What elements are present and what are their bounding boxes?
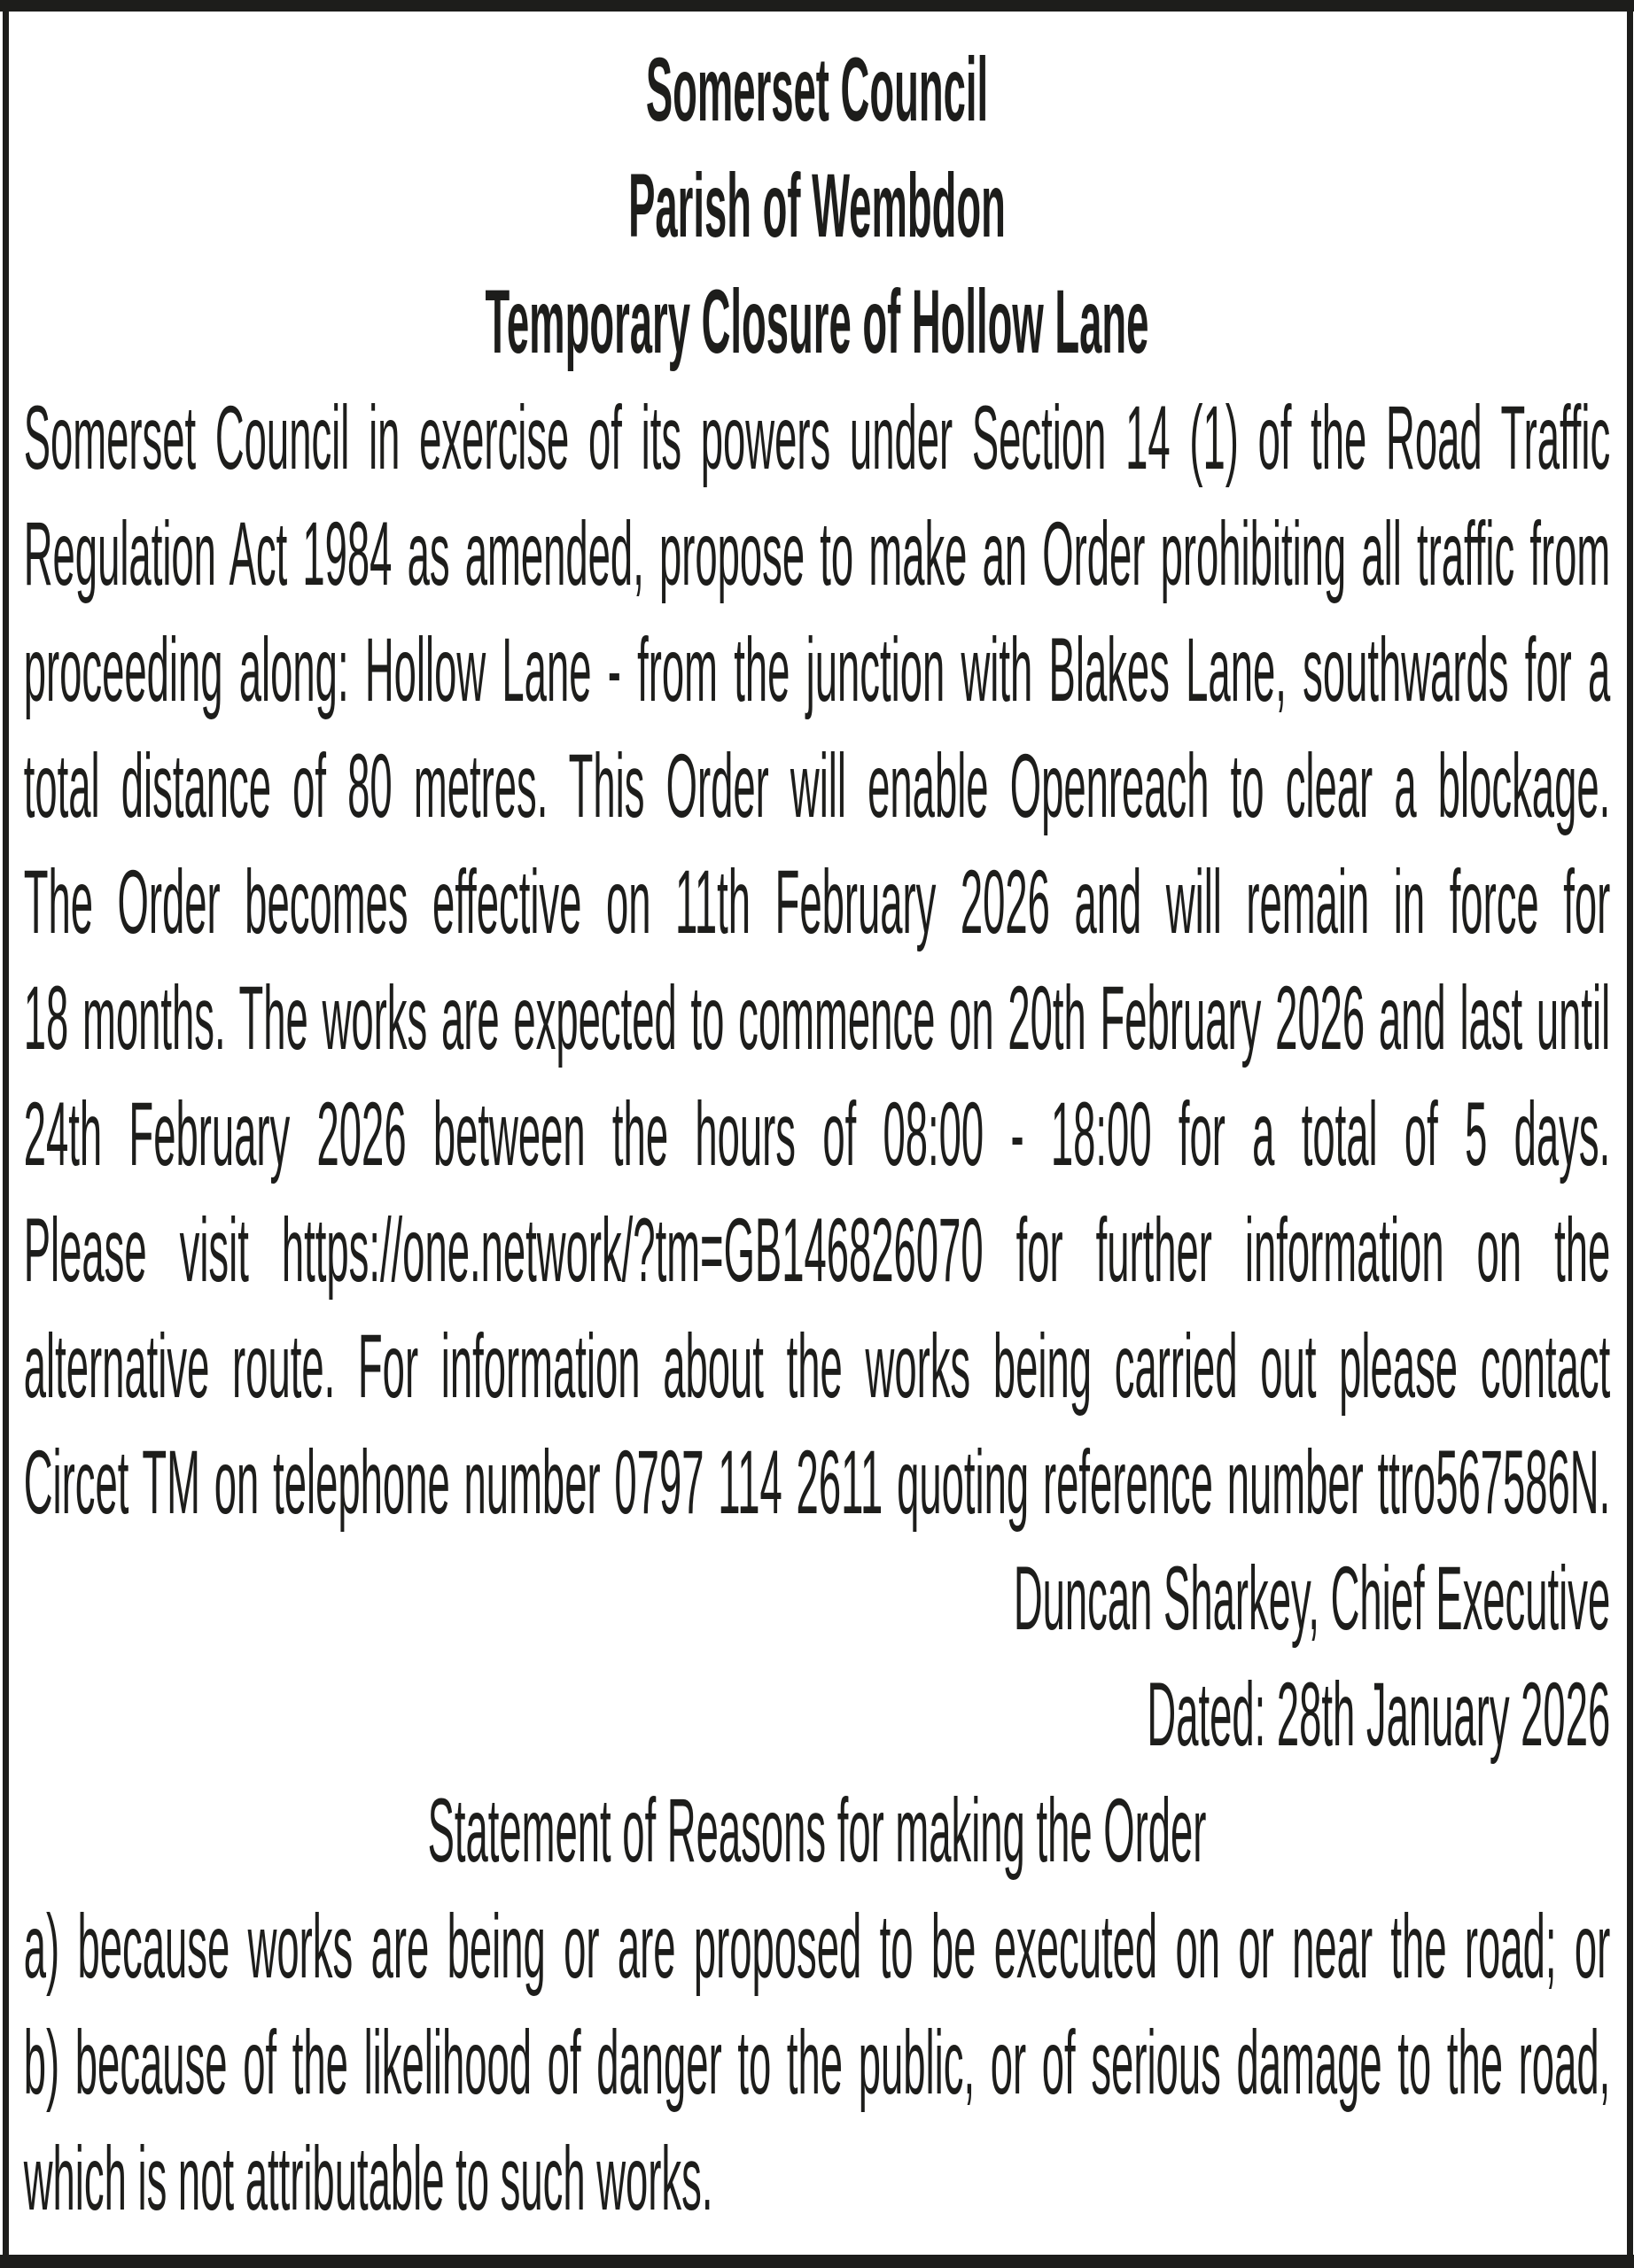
right-border-rule [1627,12,1633,2255]
order-paragraph-line-3: proceeding along: Hollow Lane - from the junction with Blakes Lane, southwards for a [23,619,1611,720]
notice-parish-title: Parish of Wembdon [628,155,1006,256]
reason-a-line: a) because works are being or are proposed to be executed on or near the road; or [23,1896,1611,1997]
dated-line: Dated: 28th January 2026 [1147,1664,1611,1765]
reason-b-line: b) because of the likelihood of danger to the public, or of serious damage to the road, [23,2012,1611,2113]
schedule-paragraph-line-5: alternative route. For information about the works being carried out please contact [23,1316,1611,1417]
bottom-border-rule [0,2255,1634,2268]
reasons-heading: Statement of Reasons for making the Order [427,1780,1207,1881]
order-paragraph-line-2: Regulation Act 1984 as amended, propose to make an Order prohibiting all traffic from [23,503,1611,604]
top-border-rule [0,0,1634,12]
reason-b-continuation: which is not attributable to such works. [23,2128,713,2229]
schedule-paragraph-line-1: The Order becomes effective on 11th February 2026 and will remain in force for [23,851,1611,952]
schedule-paragraph-line-3: 24th February 2026 between the hours of 08:00 - 18:00 for a total of 5 days. [23,1084,1611,1184]
notice-council-title: Somerset Council [645,39,989,140]
order-paragraph-line-1: Somerset Council in exercise of its powers under Section 14 (1) of the Road Traffic [23,387,1611,488]
schedule-paragraph-line-4: Please visit https://one.network/?tm=GB146826070 for further information on the [23,1200,1611,1301]
schedule-paragraph-line-2: 18 months. The works are expected to commence on 20th February 2026 and last until [23,967,1611,1068]
left-border-rule [3,12,9,2255]
notice-closure-title: Temporary Closure of Hollow Lane [485,271,1149,372]
order-paragraph-line-4: total distance of 80 metres. This Order will enable Openreach to clear a blockage. [23,735,1611,836]
signature-line: Duncan Sharkey, Chief Executive [1013,1548,1611,1649]
schedule-paragraph-line-6: Circet TM on telephone number 0797 114 2611 quoting reference number ttro567586N. [23,1432,1611,1533]
notice-text-block [0,32,1634,2237]
